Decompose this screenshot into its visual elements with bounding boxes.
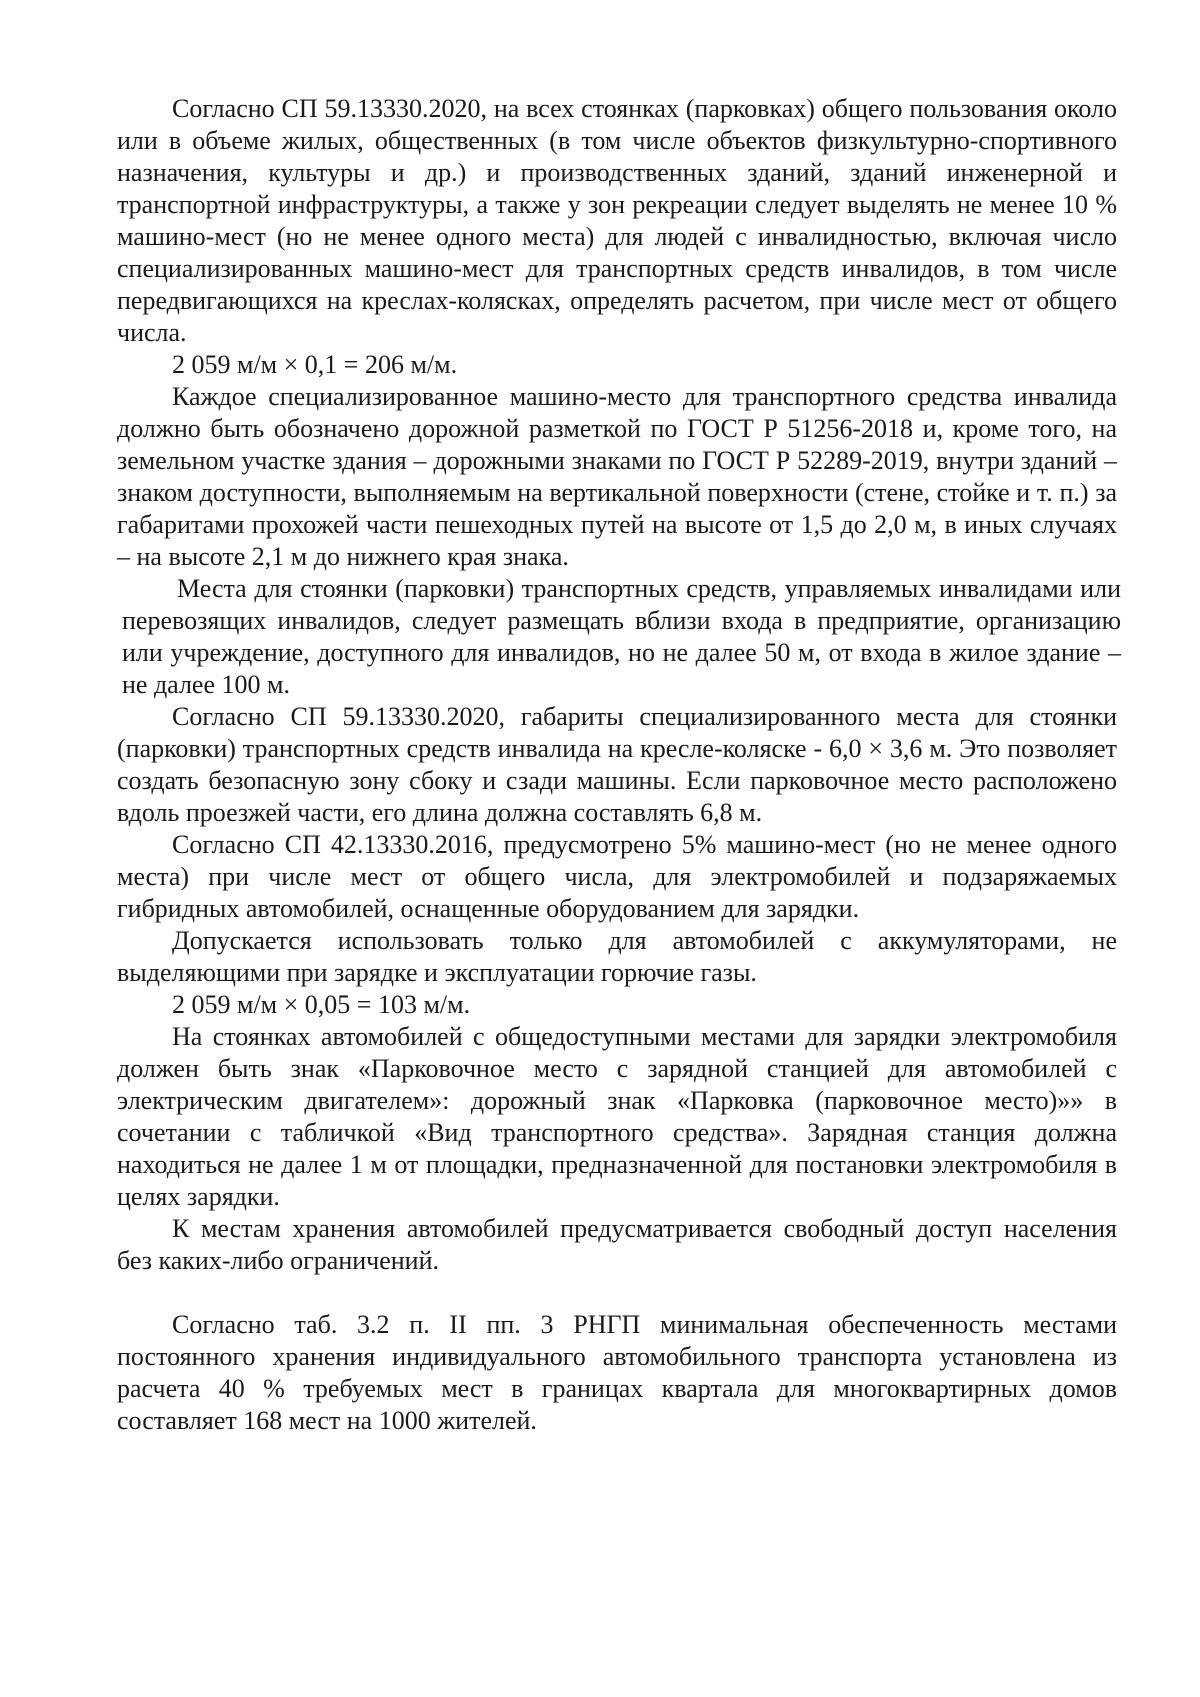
paragraph-free-access: К местам хранения автомобилей предусматривается свободный доступ населения без каких-либо ограничений. xyxy=(117,1214,1117,1275)
paragraph-spacer xyxy=(117,1277,1117,1309)
paragraph-battery-restriction: Допускается использовать только для автомобилей с аккумуляторами, не выделяющими при зарядке и эксплуатации горючие газы. xyxy=(117,926,1117,987)
paragraph-charging-sign: На стоянках автомобилей с общедоступными местами для зарядки электромобиля должен быть знак «Парковочное место с зарядной станцией для автомобилей с электрическим двигателем»: дорожный знак «Парковка (парковочное место)»» в сочетании с табличкой «Вид транспортного средства». Зарядная станция должна находиться не далее 1 м от площадки, предназначенной для постановки электромобиля в целях зарядки. xyxy=(117,1022,1117,1211)
paragraph-disabled-parking-quota: Согласно СП 59.13330.2020, на всех стоянках (парковках) общего пользования около или в объеме жилых, общественных (в том числе объектов физкультурно-спортивного назначения, культуры и др.) и производственных зданий, зданий инженерной и транспортной инфраструктуры, а также у зон рекреации следует выделять не менее 10 % машино-мест (но не менее одного места) для людей с инвалидностью, включая число специализированных машино-мест для транспортных средств инвалидов, в том числе передвигающихся на креслах-колясках, определять расчетом, при числе мест от общего числа. xyxy=(117,94,1117,347)
paragraph-ev-quota: Согласно СП 42.13330.2016, предусмотрено 5% машино-мест (но не менее одного места) при числе мест от общего числа, для электромобилей и подзаряжаемых гибридных автомобилей, оснащенные оборудованием для зарядки. xyxy=(117,830,1117,923)
paragraph-parking-distance: Места для стоянки (парковки) транспортных средств, управляемых инвалидами или перевозящих инвалидов, следует размещать вблизи входа в предприятие, организацию или учреждение, доступного для инвалидов, но не далее 50 м, от входа в жилое здание – не далее 100 м. xyxy=(122,574,1121,699)
paragraph-space-dimensions: Согласно СП 59.13330.2020, габариты специализированного места для стоянки (парковки) транспортных средств инвалида на кресле-коляске - 6,0 × 3,6 м. Это позволяет создать безопасную зону сбоку и сзади машины. Если парковочное место расположено вдоль проезжей части, его длина должна составлять 6,8 м. xyxy=(117,702,1117,827)
paragraph-storage-provision: Согласно таб. 3.2 п. II пп. 3 РНГП минимальная обеспеченность местами постоянного хранения индивидуального автомобильного транспорта установлена из расчета 40 % требуемых мест в границах квартала для многоквартирных домов составляет 168 мест на 1000 жителей. xyxy=(117,1310,1117,1435)
calculation-disabled-spaces: 2 059 м/м × 0,1 = 206 м/м. xyxy=(172,350,458,379)
paragraph-marking-requirements: Каждое специализированное машино-место для транспортного средства инвалида должно быть обозначено дорожной разметкой по ГОСТ Р 51256-2018 и, кроме того, на земельном участке здания – дорожными знаками по ГОСТ Р 52289-2019, внутри зданий – знаком доступности, выполняемым на вертикальной поверхности (стене, стойке и т. п.) за габаритами прохожей части пешеходных путей на высоте от 1,5 до 2,0 м, в иных случаях – на высоте 2,1 м до нижнего края знака. xyxy=(117,382,1117,571)
document-body xyxy=(117,93,1121,1437)
calculation-ev-spaces: 2 059 м/м × 0,05 = 103 м/м. xyxy=(172,990,471,1019)
